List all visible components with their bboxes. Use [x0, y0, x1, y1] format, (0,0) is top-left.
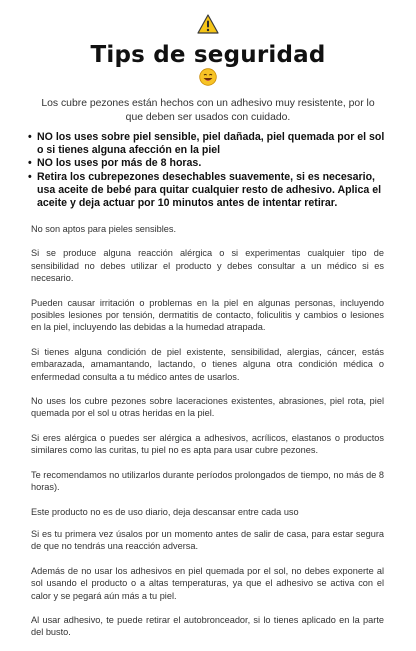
paragraph: Este producto no es de uso diario, deja descansar entre cada uso: [31, 506, 299, 517]
warning-triangle-icon: [197, 14, 219, 34]
intro-text: Los cubre pezones están hechos con un adhesivo muy resistente, por lo que deben ser usados con cuidado.: [41, 98, 375, 123]
paragraph: Si eres alérgica o puedes ser alérgica a adhesivos, acrílicos, elastanos o productos similares como las curitas, tu piel no es apta para usar cubre pezones.: [31, 432, 384, 456]
paragraph: Además de no usar los adhesivos en piel quemada por el sol, no debes exponerte al sol usando el producto o a altas temperaturas, ya que el adhesivo se activa con el calor y se pegará aún más a tu piel.: [31, 565, 384, 601]
paragraph: No son aptos para pieles sensibles.: [31, 224, 177, 234]
bullet-item: • NO los uses sobre piel sensible, piel dañada, piel quemada por el sol o si tienes alguna afección en la piel: [28, 131, 385, 157]
paragraph: Si se produce alguna reacción alérgica o si experimentas cualquier tipo de sensibilidad no debes utilizar el producto y debes consultar a un médico si es necesario.: [31, 248, 384, 284]
paragraph: Si es tu primera vez úsalos por un momento antes de salir de casa, para estar segura de que no tendrás una reacción adversa.: [31, 528, 384, 552]
smiley-face-icon: [199, 68, 217, 86]
warning-bullet-list: [28, 131, 390, 210]
paragraph: No uses los cubre pezones sobre laceraciones existentes, abrasiones, piel rota, piel quemada por el sol u otras heridas en la piel.: [31, 396, 384, 419]
page-title: Tips de seguridad: [90, 42, 326, 68]
paragraph: Al usar adhesivo, te puede retirar el autobronceador, si lo tienes aplicado en la parte del busto.: [31, 614, 384, 638]
bullet-dot: •: [28, 170, 32, 183]
paragraph: Pueden causar irritación o problemas en la piel en algunas personas, incluyendo posibles lesiones por tensión, dermatitis de contacto, foliculitis y cambios o lesiones en la piel, incluyendo las debidas a la humedad atrapada.: [31, 297, 384, 333]
safety-paragraphs: [31, 223, 384, 651]
bullet-dot: •: [28, 157, 32, 170]
bullet-item: • NO los uses por más de 8 horas.: [28, 157, 202, 170]
bullet-dot: •: [28, 131, 32, 143]
bullet-item: • Retira los cubrepezones desechables suavemente, si es necesario, usa aceite de bebé para quitar cualquier resto de adhesivo. Aplica el aceite y deja actuar por 10 minutos antes de intentar retirar.: [28, 170, 382, 210]
paragraph: Si tienes alguna condición de piel existente, sensibilidad, alergias, cáncer, estás embarazada, amamantando, lactando, o tienes alguna otra condición médica o enfermedad consulta a tu médico antes de usarlos.: [31, 346, 384, 382]
paragraph: Te recomendamos no utilizarlos durante períodos prolongados de tiempo, no más de 8 horas).: [31, 469, 384, 493]
